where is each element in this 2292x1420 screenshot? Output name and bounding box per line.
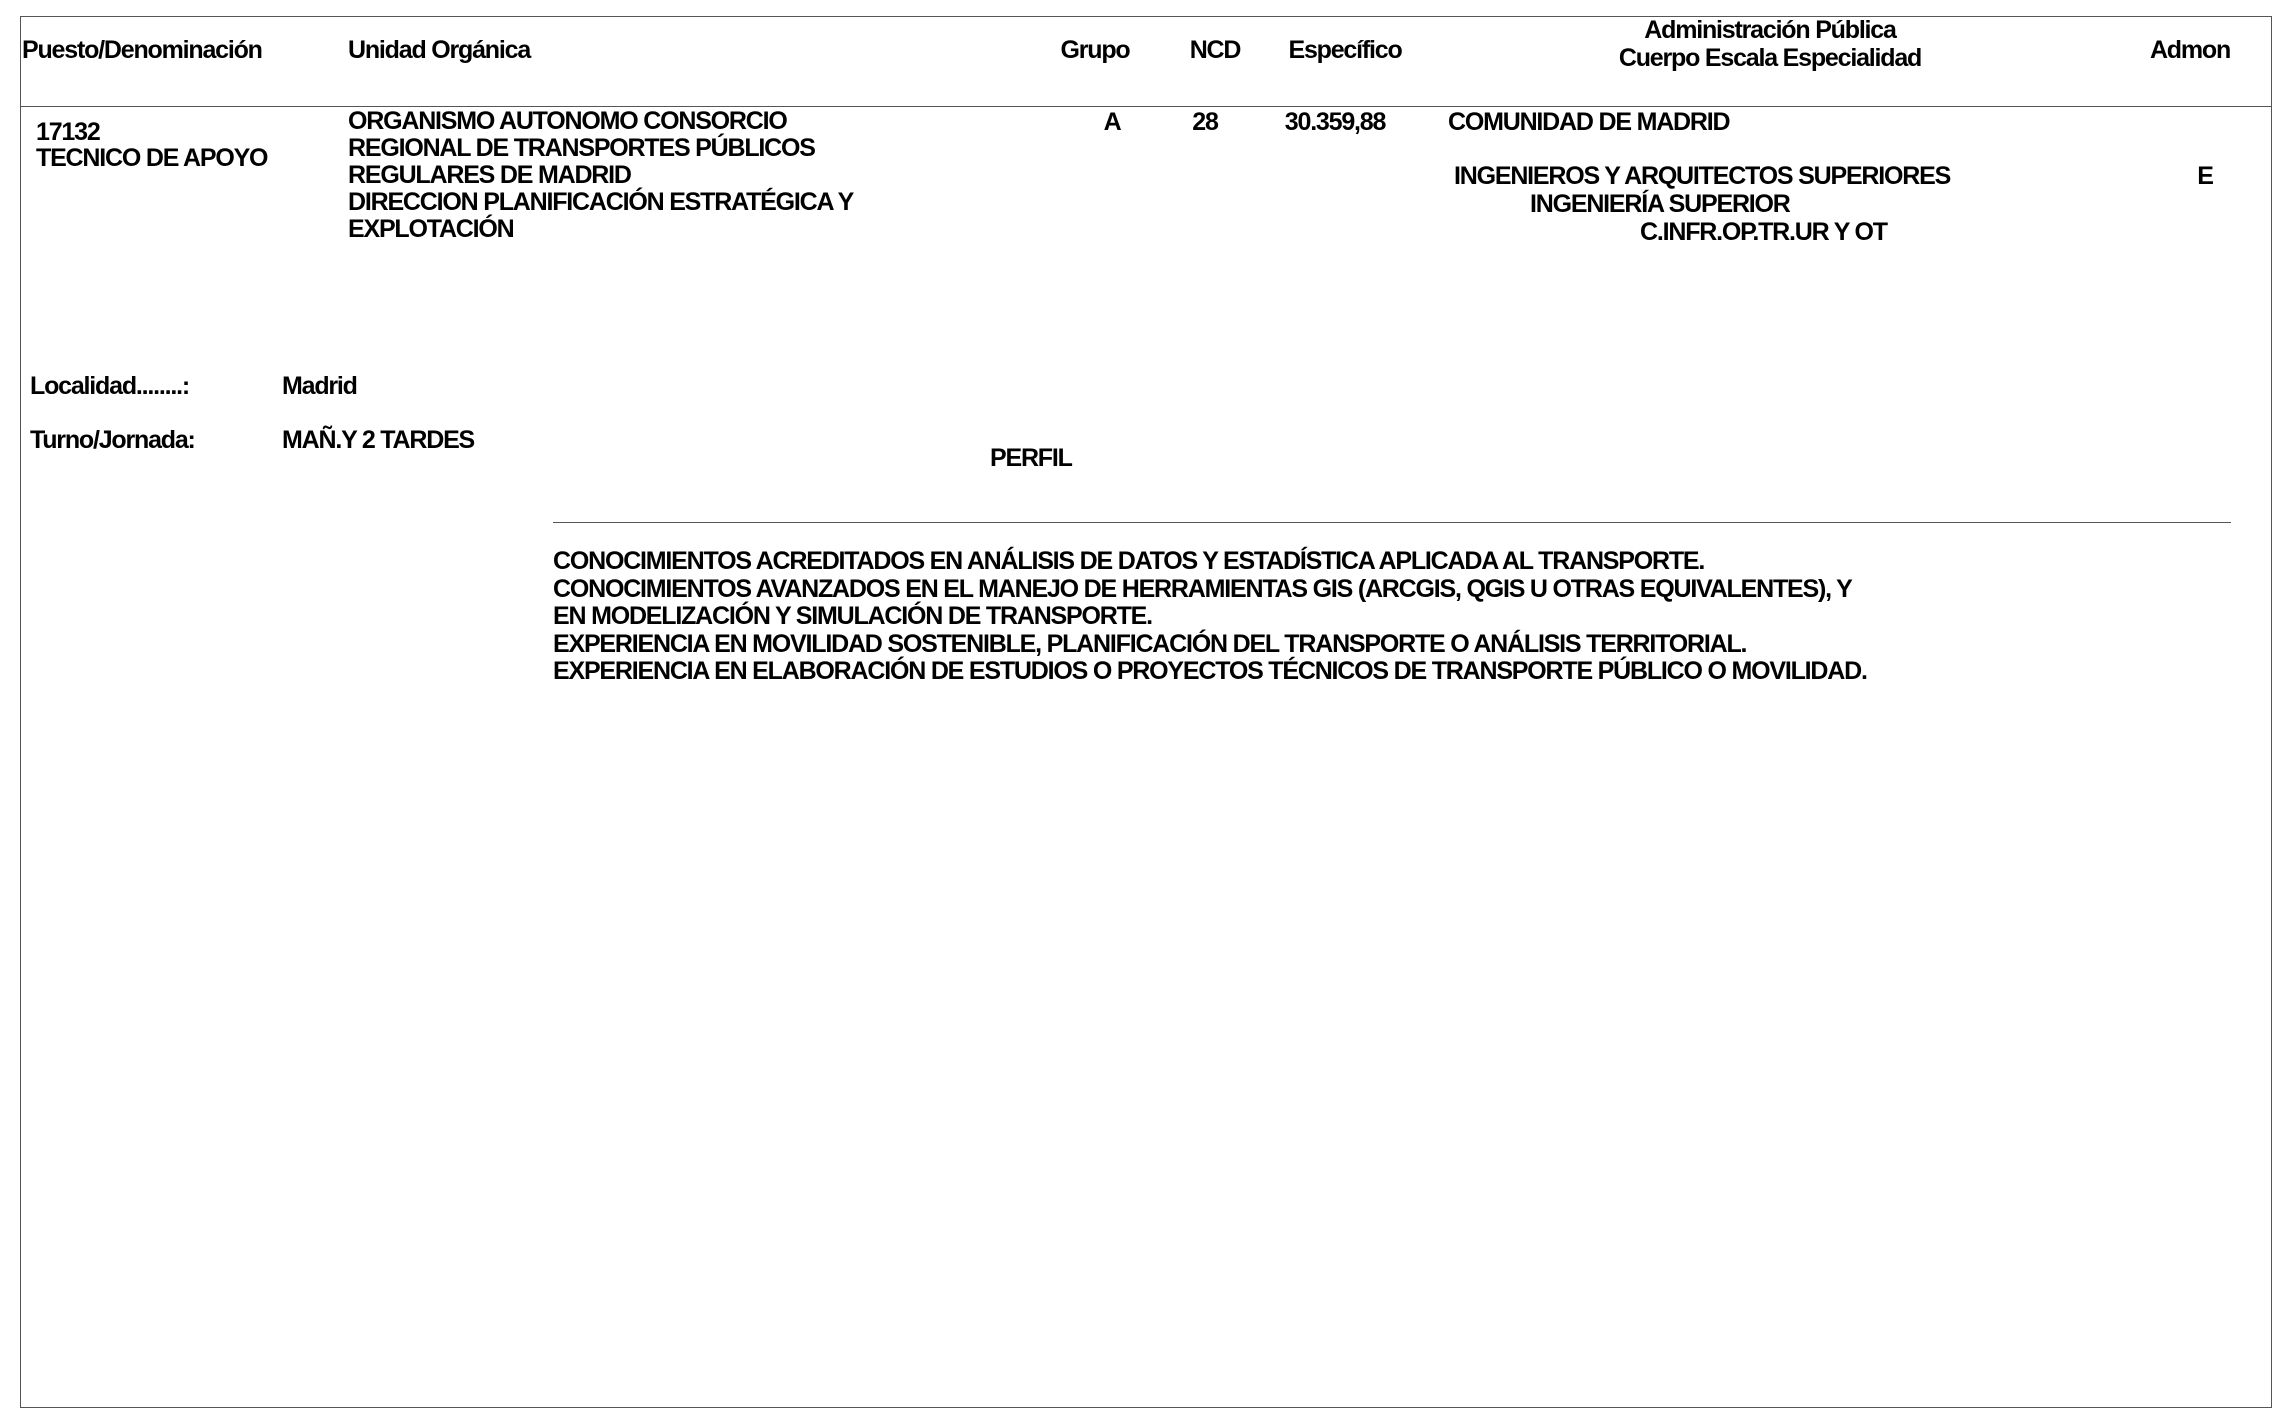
perfil-line: EXPERIENCIA EN MOVILIDAD SOSTENIBLE, PLANIFICACIÓN DEL TRANSPORTE O ANÁLISIS TERRITORIAL.: [553, 629, 1747, 658]
perfil-line: EN MODELIZACIÓN Y SIMULACIÓN DE TRANSPORTE.: [553, 602, 1152, 630]
header-especifico: Específico: [1288, 36, 1402, 64]
perfil-divider: [553, 522, 2231, 523]
turno-value: MAÑ.Y 2 TARDES: [282, 426, 475, 454]
header-grupo: Grupo: [1060, 36, 1130, 64]
perfil-line: CONOCIMIENTOS ACREDITADOS EN ANÁLISIS DE DATOS Y ESTADÍSTICA APLICADA AL TRANSPORTE.: [553, 547, 1705, 575]
record-admon: E: [2197, 162, 2213, 190]
record-ncd: 28: [1192, 108, 1218, 136]
unidad-line: EXPLOTACIÓN: [348, 215, 514, 243]
perfil-line: EXPERIENCIA EN ELABORACIÓN DE ESTUDIOS O PROYECTOS TÉCNICOS DE TRANSPORTE PÚBLICO O MOVILIDAD.: [553, 657, 1867, 685]
record-administracion: COMUNIDAD DE MADRID: [1448, 108, 1730, 136]
record-especialidad: C.INFR.OP.TR.UR Y OT: [1640, 218, 1887, 246]
record-cuerpo: INGENIEROS Y ARQUITECTOS SUPERIORES: [1454, 162, 1951, 190]
unidad-line: ORGANISMO AUTONOMO CONSORCIO: [348, 107, 787, 135]
record-especifico: 30.359,88: [1284, 108, 1386, 136]
header-unidad: Unidad Orgánica: [348, 36, 531, 64]
localidad-value: Madrid: [282, 372, 357, 400]
localidad-label: Localidad........:: [30, 372, 189, 400]
record-escala: INGENIERÍA SUPERIOR: [1530, 190, 1790, 218]
record-grupo: A: [1103, 108, 1121, 136]
header-puesto: Puesto/Denominación: [22, 36, 262, 64]
unidad-line: REGULARES DE MADRID: [348, 161, 631, 189]
perfil-text: [553, 548, 1867, 686]
unidad-line: REGIONAL DE TRANSPORTES PÚBLICOS: [348, 134, 815, 162]
unidad-line: DIRECCION PLANIFICACIÓN ESTRATÉGICA Y: [348, 188, 854, 216]
header-ncd: NCD: [1189, 36, 1241, 64]
header-admon: Admon: [2149, 36, 2231, 64]
record-denominacion: TECNICO DE APOYO: [36, 144, 268, 172]
perfil-line: CONOCIMIENTOS AVANZADOS EN EL MANEJO DE HERRAMIENTAS GIS (ARCGIS, QGIS U OTRAS EQUIVALENTES), Y: [553, 574, 1852, 603]
header-admin-line1: Administración Pública: [1644, 16, 1896, 44]
record-unidad: [348, 108, 853, 243]
perfil-title: PERFIL: [990, 444, 1072, 472]
record-code: 17132: [36, 118, 100, 146]
turno-label: Turno/Jornada:: [30, 426, 195, 454]
header-admin-line2: Cuerpo Escala Especialidad: [1618, 44, 1922, 72]
